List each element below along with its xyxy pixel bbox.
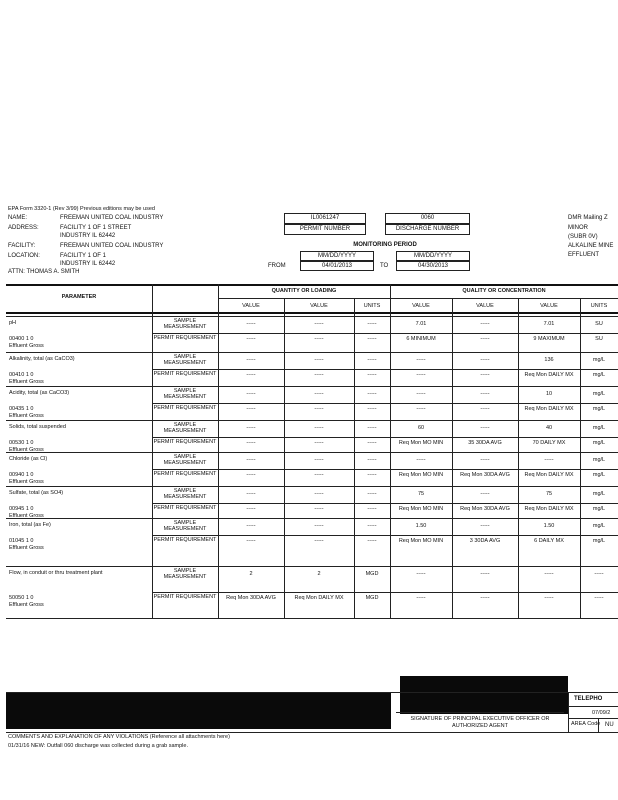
sample-value-cell: -----	[367, 391, 377, 397]
sample-value-cell: -----	[416, 457, 426, 463]
permit-value-cell: MGD	[365, 595, 379, 601]
value-column-header: VALUE	[242, 303, 260, 309]
parameter-header: PARAMETER	[61, 294, 97, 300]
sample-value-cell: -----	[480, 491, 490, 497]
parameter-sub: Effluent Gross	[9, 602, 44, 608]
permit-value-cell: -----	[367, 472, 377, 478]
sample-value-cell: -----	[246, 391, 256, 397]
sample-measurement-label: SAMPLE MEASUREMENT	[163, 520, 207, 532]
parameter-sub: Effluent Gross	[9, 379, 44, 385]
permit-value-cell: -----	[480, 372, 490, 378]
sample-value-cell: 2	[317, 571, 321, 577]
sample-value-cell: -----	[367, 425, 377, 431]
sample-value-cell: -----	[480, 321, 490, 327]
permit-value-cell: mg/L	[592, 538, 606, 544]
sample-value-cell: -----	[416, 357, 426, 363]
sample-measurement-label: SAMPLE MEASUREMENT	[163, 354, 207, 366]
sample-value-cell: 75	[417, 491, 425, 497]
permit-value-cell: mg/L	[592, 440, 606, 446]
permit-requirement-label: PERMIT REQUIREMENT	[153, 405, 217, 411]
permit-value-cell: -----	[480, 336, 490, 342]
sample-value-cell: -----	[246, 425, 256, 431]
sample-measurement-label: SAMPLE MEASUREMENT	[163, 422, 207, 434]
form-header-line: EPA Form 3320-1 (Rev 3/99) Previous editions may be used	[8, 206, 155, 212]
sample-value-cell: -----	[246, 457, 256, 463]
parameter-name: Iron, total (as Fe)	[9, 522, 51, 528]
attn-line: ATTN: THOMAS A. SMITH	[8, 269, 80, 275]
permit-number-label: PERMIT NUMBER	[299, 226, 351, 232]
redaction-block-top	[400, 676, 568, 714]
permit-value-cell: -----	[314, 440, 324, 446]
sample-value-cell: 75	[545, 491, 553, 497]
address-value-2: INDUSTRY IL 62442	[60, 233, 116, 239]
permit-value-cell: 35 30DA AVG	[468, 440, 502, 446]
redaction-block-left	[6, 693, 391, 729]
parameter-name: Flow, in conduit or thru treatment plant	[9, 570, 103, 576]
permit-value-cell: -----	[367, 406, 377, 412]
permit-requirement-label: PERMIT REQUIREMENT	[153, 371, 217, 377]
permit-requirement-label: PERMIT REQUIREMENT	[153, 439, 217, 445]
permit-value-cell: -----	[367, 372, 377, 378]
telephone-label: TELEPHO	[574, 696, 603, 702]
permit-value-cell: 6 DAILY MX	[534, 538, 564, 544]
permit-value-cell: mg/L	[592, 472, 606, 478]
permit-value-cell: -----	[416, 595, 426, 601]
permit-value-cell: -----	[314, 336, 324, 342]
permit-value-cell: -----	[246, 372, 256, 378]
permit-requirement-label: PERMIT REQUIREMENT	[153, 471, 217, 477]
parameter-code: 01045 1 0	[9, 538, 34, 544]
sample-value-cell: mg/L	[592, 523, 606, 529]
permit-value-cell: -----	[480, 595, 490, 601]
permit-value-cell: -----	[246, 538, 256, 544]
permit-value-cell: -----	[480, 406, 490, 412]
dmr-subr-label: (SUBR 0V)	[568, 234, 598, 240]
sample-value-cell: -----	[314, 491, 324, 497]
sample-value-cell: -----	[314, 425, 324, 431]
sample-value-cell: -----	[367, 523, 377, 529]
permit-requirement-label: PERMIT REQUIREMENT	[153, 594, 217, 600]
parameter-name: pH	[9, 320, 17, 326]
sample-measurement-label: SAMPLE MEASUREMENT	[163, 488, 207, 500]
sample-value-cell: -----	[480, 357, 490, 363]
permit-value-cell: -----	[246, 406, 256, 412]
sample-value-cell: 2	[249, 571, 253, 577]
sample-value-cell: mg/L	[592, 425, 606, 431]
sample-value-cell: -----	[480, 457, 490, 463]
location-value-1: FACILITY 1 OF 1	[60, 253, 106, 259]
dmr-minor-label: MINOR	[568, 225, 588, 231]
area-code-label: AREA Code	[571, 721, 601, 727]
sample-value-cell: -----	[314, 457, 324, 463]
signature-label: SIGNATURE OF PRINCIPAL EXECUTIVE OFFICER OR AUTHORIZED AGENT	[410, 716, 550, 729]
sample-value-cell: 60	[417, 425, 425, 431]
sample-value-cell: -----	[314, 357, 324, 363]
permit-value-cell: -----	[367, 506, 377, 512]
parameter-code: 00945 1 0	[9, 506, 34, 512]
dmr-alkaline-label: ALKALINE MINE	[568, 243, 614, 249]
dmr-mailing-label: DMR Mailing Z	[568, 215, 608, 221]
value-column-header: VALUE	[412, 303, 430, 309]
sample-value-cell: 1.50	[543, 523, 555, 529]
permit-value-cell: mg/L	[592, 372, 606, 378]
comment-text: 01/31/16 NEW: Outfall 060 discharge was collected during a grab sample.	[8, 743, 188, 749]
permit-value-cell: mg/L	[592, 406, 606, 412]
parameter-sub: Effluent Gross	[9, 513, 44, 519]
sample-value-cell: -----	[246, 491, 256, 497]
permit-value-cell: -----	[594, 595, 604, 601]
sample-value-cell: -----	[367, 457, 377, 463]
parameter-code: 00530 1 0	[9, 440, 34, 446]
permit-value-cell: Req Mon 30DA AVG	[226, 595, 276, 601]
sample-value-cell: -----	[480, 523, 490, 529]
parameter-name: Acidity, total (as CaCO3)	[9, 390, 70, 396]
permit-value-cell: mg/L	[592, 506, 606, 512]
sample-value-cell: -----	[416, 391, 426, 397]
permit-value-cell: -----	[314, 506, 324, 512]
permit-value-cell: Req Mon 30DA AVG	[460, 506, 510, 512]
permit-value-cell: -----	[314, 372, 324, 378]
parameter-sub: Effluent Gross	[9, 545, 44, 551]
discharge-number-label: DISCHARGE NUMBER	[395, 226, 460, 232]
parameter-sub: Effluent Gross	[9, 479, 44, 485]
mm-dd-yyyy-from: MM/DD/YYYY	[317, 253, 356, 259]
permit-value-cell: SU	[595, 336, 603, 342]
permit-value-cell: Req Mon MO MIN	[398, 440, 444, 446]
parameter-sub: Effluent Gross	[9, 343, 44, 349]
permit-value-cell: 70 DAILY MX	[532, 440, 566, 446]
sample-value-cell: -----	[367, 321, 377, 327]
permit-value-cell: -----	[367, 440, 377, 446]
from-date: 04/01/2013	[321, 263, 353, 269]
quality-header: QUALITY OR CONCENTRATION	[462, 288, 546, 294]
permit-value-cell: Req Mon DAILY MX	[524, 406, 574, 412]
facility-value: FREEMAN UNITED COAL INDUSTRY	[60, 243, 164, 249]
sample-measurement-label: SAMPLE MEASUREMENT	[163, 454, 207, 466]
permit-value-cell: Req Mon DAILY MX	[294, 595, 344, 601]
permit-value-cell: Req Mon MO MIN	[398, 538, 444, 544]
permit-value-cell: -----	[314, 406, 324, 412]
permit-number: IL0061247	[310, 215, 340, 221]
units-column-header: UNITS	[363, 303, 381, 309]
comments-label: COMMENTS AND EXPLANATION OF ANY VIOLATIONS (Reference all attachments here)	[8, 734, 230, 740]
sample-value-cell: -----	[480, 425, 490, 431]
sample-value-cell: -----	[480, 571, 490, 577]
permit-value-cell: Req Mon DAILY MX	[524, 372, 574, 378]
permit-value-cell: Req Mon MO MIN	[398, 506, 444, 512]
to-date: 04/30/2013	[417, 263, 449, 269]
quantity-header: QUANTITY OR LOADING	[271, 288, 337, 294]
permit-value-cell: -----	[314, 472, 324, 478]
parameter-name: Sulfate, total (as SO4)	[9, 490, 64, 496]
permit-value-cell: Req Mon 30DA AVG	[460, 472, 510, 478]
sample-measurement-label: SAMPLE MEASUREMENT	[163, 318, 207, 330]
permit-requirement-label: PERMIT REQUIREMENT	[153, 335, 217, 341]
sample-value-cell: -----	[594, 571, 604, 577]
value-column-header: VALUE	[476, 303, 494, 309]
permit-value-cell: Req Mon DAILY MX	[524, 472, 574, 478]
parameter-name: Solids, total suspended	[9, 424, 66, 430]
permit-value-cell: -----	[416, 372, 426, 378]
permit-value-cell: 3 30DA AVG	[469, 538, 501, 544]
sample-measurement-label: SAMPLE MEASUREMENT	[163, 388, 207, 400]
sample-value-cell: 1.50	[415, 523, 427, 529]
sample-value-cell: -----	[416, 571, 426, 577]
parameter-sub: Effluent Gross	[9, 447, 44, 453]
sample-value-cell: -----	[367, 357, 377, 363]
sample-value-cell: -----	[314, 391, 324, 397]
units-column-header: UNITS	[590, 303, 608, 309]
permit-value-cell: 9 MAXIMUM	[533, 336, 565, 342]
sample-value-cell: mg/L	[592, 357, 606, 363]
sample-value-cell: -----	[246, 523, 256, 529]
permit-value-cell: -----	[246, 506, 256, 512]
name-label: NAME:	[8, 215, 28, 221]
number-label: NU	[605, 722, 614, 728]
permit-value-cell: 6 MINIMUM	[406, 336, 436, 342]
sample-value-cell: 7.01	[543, 321, 555, 327]
from-label: FROM	[268, 263, 286, 269]
sample-value-cell: mg/L	[592, 391, 606, 397]
permit-value-cell: -----	[544, 595, 554, 601]
permit-value-cell: Req Mon MO MIN	[398, 472, 444, 478]
permit-requirement-label: PERMIT REQUIREMENT	[153, 537, 217, 543]
sample-value-cell: -----	[246, 321, 256, 327]
sample-value-cell: -----	[544, 571, 554, 577]
address-value-1: FACILITY 1 OF 1 STREET	[60, 225, 132, 231]
mm-dd-yyyy-to: MM/DD/YYYY	[413, 253, 452, 259]
sample-value-cell: -----	[314, 523, 324, 529]
sample-value-cell: mg/L	[592, 491, 606, 497]
dmr-effluent-label: EFFLUENT	[568, 252, 600, 258]
facility-label: FACILITY:	[8, 243, 36, 249]
sample-value-cell: 40	[545, 425, 553, 431]
date-value: 07/09/2	[592, 710, 611, 716]
permit-value-cell: -----	[246, 440, 256, 446]
sample-value-cell: -----	[480, 391, 490, 397]
sample-value-cell: MGD	[365, 571, 379, 577]
sample-value-cell: SU	[595, 321, 603, 327]
location-label: LOCATION:	[8, 253, 40, 259]
permit-value-cell: -----	[367, 538, 377, 544]
discharge-number: 0060	[420, 215, 435, 221]
permit-value-cell: -----	[246, 472, 256, 478]
permit-requirement-label: PERMIT REQUIREMENT	[153, 505, 217, 511]
sample-value-cell: 136	[544, 357, 554, 363]
name-value: FREEMAN UNITED COAL INDUSTRY	[60, 215, 164, 221]
value-column-header: VALUE	[310, 303, 328, 309]
to-label: TO	[380, 263, 389, 269]
parameter-code: 00435 1 0	[9, 406, 34, 412]
permit-value-cell: -----	[416, 406, 426, 412]
sample-measurement-label: SAMPLE MEASUREMENT	[163, 568, 207, 580]
permit-value-cell: -----	[246, 336, 256, 342]
sample-value-cell: -----	[367, 491, 377, 497]
parameter-name: Chloride (as Cl)	[9, 456, 48, 462]
parameter-code: 00940 1 0	[9, 472, 34, 478]
parameter-sub: Effluent Gross	[9, 413, 44, 419]
sample-value-cell: -----	[544, 457, 554, 463]
sample-value-cell: mg/L	[592, 457, 606, 463]
monitoring-period-label: MONITORING PERIOD	[353, 242, 417, 248]
permit-value-cell: -----	[367, 336, 377, 342]
parameter-code: 00400 1 0	[9, 336, 34, 342]
sample-value-cell: -----	[246, 357, 256, 363]
parameter-code: 50050 1 0	[9, 595, 34, 601]
value-column-header: VALUE	[540, 303, 558, 309]
permit-value-cell: -----	[314, 538, 324, 544]
address-label: ADDRESS:	[8, 225, 39, 231]
parameter-code: 00410 1 0	[9, 372, 34, 378]
location-value-2: INDUSTRY IL 62442	[60, 261, 116, 267]
permit-value-cell: Req Mon DAILY MX	[524, 506, 574, 512]
sample-value-cell: -----	[314, 321, 324, 327]
parameter-name: Alkalinity, total (as CaCO3)	[9, 356, 75, 362]
sample-value-cell: 7.01	[415, 321, 427, 327]
sample-value-cell: 10	[545, 391, 553, 397]
